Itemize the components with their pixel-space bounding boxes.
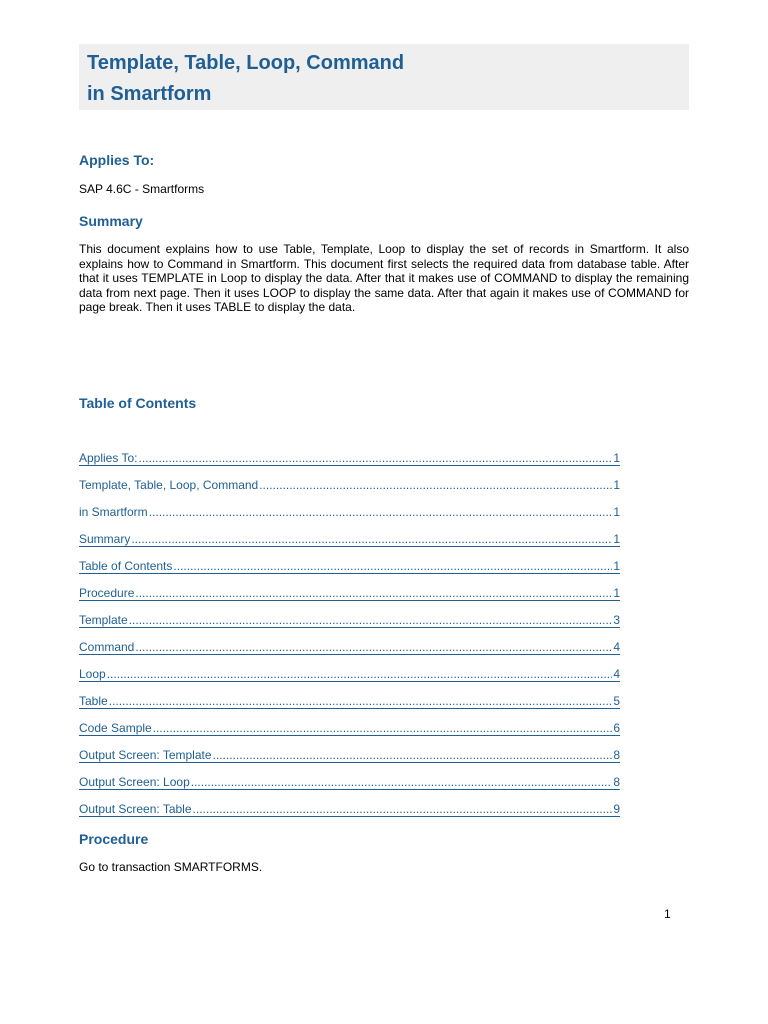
toc-leader-dots <box>129 613 613 627</box>
toc-entry-page: 3 <box>613 613 620 627</box>
toc-entry-label: Code Sample <box>79 721 152 735</box>
toc-entry-label: Loop <box>79 667 106 681</box>
toc-leader-dots <box>149 505 613 519</box>
toc-entry-code-sample <box>79 720 620 747</box>
toc-link-applies-to[interactable] <box>79 450 620 466</box>
toc-leader-dots <box>173 559 612 573</box>
toc-entry-label: Summary <box>79 532 131 546</box>
document-title-line-2: in Smartform <box>87 83 212 105</box>
toc-leader-dots <box>109 694 613 708</box>
toc-entry-page: 9 <box>613 802 620 816</box>
toc-link-template[interactable] <box>79 612 620 628</box>
toc-link-title[interactable] <box>79 477 620 492</box>
toc-entry-page: 5 <box>613 694 620 708</box>
toc-entry-page: 1 <box>613 532 620 546</box>
toc-entry-label: Template, Table, Loop, Command <box>79 478 259 492</box>
toc-leader-dots <box>193 802 613 816</box>
toc-leader-dots <box>135 640 612 654</box>
toc-leader-dots <box>131 532 612 546</box>
toc-entry-page: 1 <box>613 505 620 519</box>
toc-leader-dots <box>135 586 612 600</box>
toc-link-table[interactable] <box>79 693 620 709</box>
summary-heading: Summary <box>79 213 143 229</box>
toc-entry-output-loop <box>79 774 620 801</box>
document-title-line-1: Template, Table, Loop, Command <box>87 52 405 74</box>
toc-link-output-loop[interactable] <box>79 774 620 790</box>
toc-entry-page: 1 <box>613 451 620 465</box>
applies-to-text: SAP 4.6C - Smartforms <box>79 182 205 196</box>
toc-leader-dots <box>138 451 612 465</box>
toc-entry-loop <box>79 666 620 693</box>
procedure-text: Go to transaction SMARTFORMS. <box>79 860 263 874</box>
table-of-contents <box>79 450 620 828</box>
toc-entry-page: 4 <box>613 667 620 681</box>
toc-entry-label: Applies To: <box>79 451 138 465</box>
toc-entry-label: Template <box>79 613 128 627</box>
toc-entry-page: 1 <box>613 559 620 573</box>
toc-link-procedure[interactable] <box>79 585 620 601</box>
procedure-heading: Procedure <box>79 831 149 847</box>
toc-entry-output-template <box>79 747 620 774</box>
toc-entry-label: Command <box>79 640 135 654</box>
toc-entry-label: Output Screen: Loop <box>79 775 190 789</box>
toc-entry-in-smartform <box>79 504 620 531</box>
toc-entry-summary <box>79 531 620 558</box>
toc-entry-page: 1 <box>613 478 620 492</box>
toc-entry-label: Output Screen: Table <box>79 802 192 816</box>
toc-link-output-template[interactable] <box>79 747 620 763</box>
toc-entry-label: Procedure <box>79 586 135 600</box>
toc-entry-label: Table of Contents <box>79 559 173 573</box>
toc-link-code-sample[interactable] <box>79 720 620 736</box>
toc-entry-page: 8 <box>613 748 620 762</box>
toc-entry-label: in Smartform <box>79 505 148 519</box>
toc-leader-dots <box>213 748 613 762</box>
summary-text: This document explains how to use Table, Template, Loop to display the set of records in Smartform. It also explains how to Command in Smartform. This document first selects the required data from database table. After that it uses TEMPLATE in Loop to display the data. After that it makes use of COMMAND to display the remaining data from next page. Then it uses LOOP to display the same data. After that again it makes use of COMMAND for page break. Then it uses TABLE to display the data. <box>79 242 689 314</box>
toc-entry-page: 1 <box>613 586 620 600</box>
toc-entry-table-of-contents <box>79 558 620 585</box>
toc-link-in-smartform[interactable] <box>79 504 620 519</box>
toc-link-command[interactable] <box>79 639 620 655</box>
title-box <box>79 44 689 110</box>
toc-entry-page: 4 <box>613 640 620 654</box>
toc-link-summary[interactable] <box>79 531 620 547</box>
toc-entry-page: 6 <box>613 721 620 735</box>
toc-entry-procedure <box>79 585 620 612</box>
toc-leader-dots <box>153 721 613 735</box>
toc-entry-label: Table <box>79 694 108 708</box>
toc-leader-dots <box>107 667 613 681</box>
toc-entry-title <box>79 477 620 504</box>
toc-heading: Table of Contents <box>79 395 197 411</box>
toc-entry-template <box>79 612 620 639</box>
toc-entry-label: Output Screen: Template <box>79 748 212 762</box>
toc-link-table-of-contents[interactable] <box>79 558 620 574</box>
toc-link-output-table[interactable] <box>79 801 620 817</box>
toc-entry-applies-to <box>79 450 620 477</box>
toc-link-loop[interactable] <box>79 666 620 682</box>
page-number: 1 <box>664 907 671 921</box>
toc-entry-command <box>79 639 620 666</box>
toc-leader-dots <box>259 478 612 492</box>
toc-entry-page: 8 <box>613 775 620 789</box>
toc-entry-table <box>79 693 620 720</box>
applies-to-heading: Applies To: <box>79 152 155 168</box>
toc-leader-dots <box>191 775 613 789</box>
toc-entry-output-table <box>79 801 620 828</box>
